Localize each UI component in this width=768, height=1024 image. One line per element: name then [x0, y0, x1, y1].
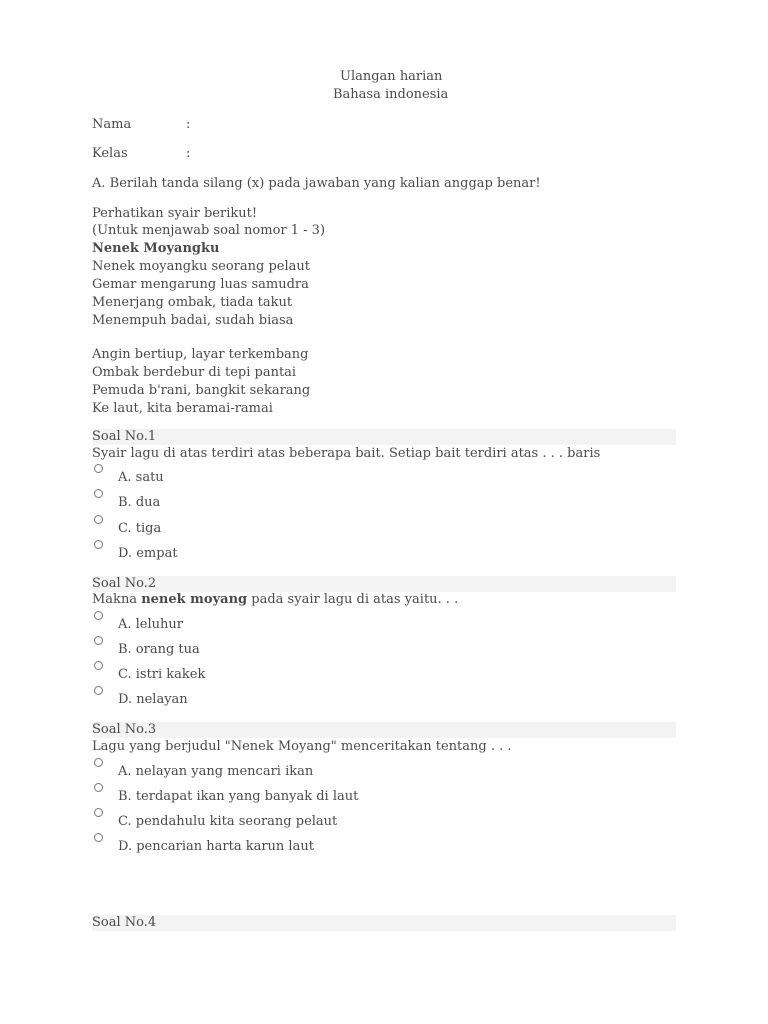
- poem-line: Nenek moyangku seorang pelaut: [92, 259, 310, 274]
- question-header: [92, 576, 676, 592]
- poem-line: Pemuda b'rani, bangkit sekarang: [92, 383, 311, 398]
- radio-option[interactable]: [94, 833, 103, 842]
- question-header: [92, 915, 676, 931]
- option-label: D. empat: [118, 546, 178, 561]
- poem-line: Ke laut, kita beramai-ramai: [92, 401, 273, 416]
- poem-line: Menempuh badai, sudah biasa: [92, 313, 294, 328]
- radio-option[interactable]: [94, 515, 103, 524]
- question-text: [92, 592, 458, 607]
- poem-line: Ombak berdebur di tepi pantai: [92, 365, 297, 380]
- class-field-label: Kelas: [92, 146, 128, 161]
- radio-option[interactable]: [94, 758, 103, 767]
- radio-option[interactable]: [94, 661, 103, 670]
- poem-line: Gemar mengarung luas samudra: [92, 277, 309, 292]
- radio-option[interactable]: [94, 636, 103, 645]
- question-text-pre: Makna: [92, 592, 142, 607]
- name-field-colon: :: [186, 117, 191, 132]
- option-label: A. satu: [118, 470, 164, 485]
- option-label: B. dua: [118, 495, 161, 510]
- radio-option[interactable]: [94, 611, 103, 620]
- option-label: A. nelayan yang mencari ikan: [118, 764, 314, 779]
- option-label: C. istri kakek: [118, 667, 206, 682]
- question-header: [92, 429, 676, 445]
- option-label: C. tiga: [118, 521, 162, 536]
- intro-line-2: (Untuk menjawab soal nomor 1 - 3): [92, 223, 326, 238]
- question-label: Soal No.1: [92, 429, 157, 444]
- option-label: D. pencarian harta karun laut: [118, 839, 314, 854]
- option-label: B. terdapat ikan yang banyak di laut: [118, 789, 359, 804]
- question-text: Lagu yang berjudul "Nenek Moyang" menceritakan tentang . . .: [92, 739, 512, 754]
- poem-line: Angin bertiup, layar terkembang: [92, 347, 309, 362]
- instruction-text: A. Berilah tanda silang (x) pada jawaban yang kalian anggap benar!: [92, 176, 541, 191]
- radio-option[interactable]: [94, 540, 103, 549]
- option-label: D. nelayan: [118, 692, 188, 707]
- question-text-bold: nenek moyang: [141, 592, 248, 607]
- option-label: A. leluhur: [118, 617, 183, 632]
- question-header: [92, 722, 676, 738]
- question-text: Syair lagu di atas terdiri atas beberapa bait. Setiap bait terdiri atas . . . baris: [92, 446, 601, 461]
- page-subtitle: Bahasa indonesia: [333, 87, 449, 102]
- page-title: Ulangan harian: [340, 69, 443, 84]
- radio-option[interactable]: [94, 489, 103, 498]
- question-label: Soal No.2: [92, 576, 157, 591]
- class-field-colon: :: [186, 146, 191, 161]
- question-label: Soal No.3: [92, 722, 157, 737]
- radio-option[interactable]: [94, 783, 103, 792]
- radio-option[interactable]: [94, 686, 103, 695]
- option-label: B. orang tua: [118, 642, 200, 657]
- poem-line: Menerjang ombak, tiada takut: [92, 295, 293, 310]
- radio-option[interactable]: [94, 464, 103, 473]
- option-label: C. pendahulu kita seorang pelaut: [118, 814, 338, 829]
- question-label: Soal No.4: [92, 915, 157, 930]
- name-field-label: Nama: [92, 117, 132, 132]
- radio-option[interactable]: [94, 808, 103, 817]
- question-text-post: pada syair lagu di atas yaitu. . .: [247, 592, 459, 607]
- poem-title: Nenek Moyangku: [92, 241, 220, 256]
- intro-line-1: Perhatikan syair berikut!: [92, 206, 258, 221]
